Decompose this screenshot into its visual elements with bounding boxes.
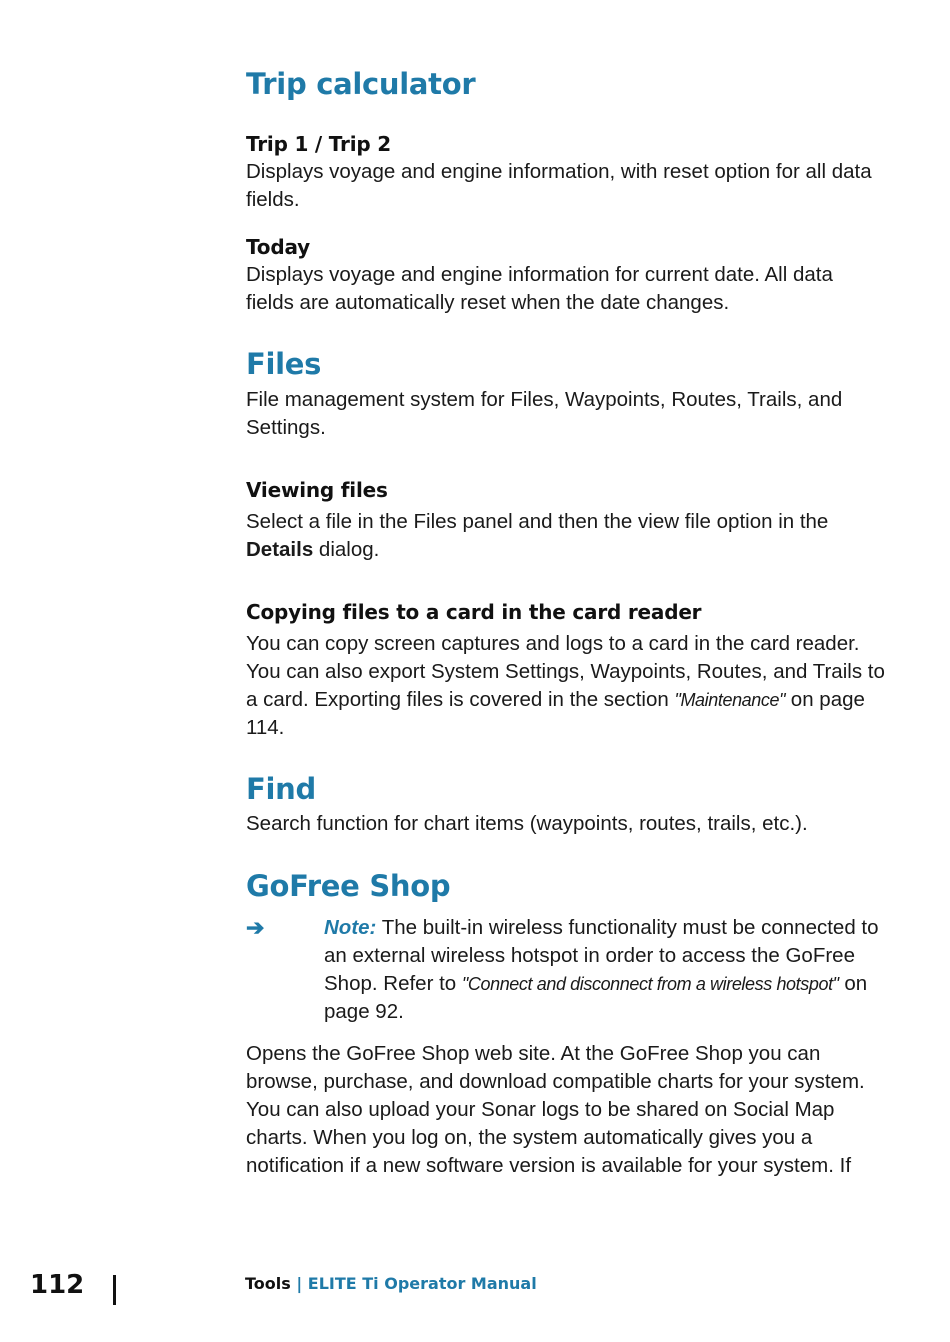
today-subheading: Today bbox=[246, 234, 310, 259]
footer-separator: | bbox=[290, 1274, 308, 1293]
arrow-right-icon: ➔ bbox=[246, 915, 265, 941]
copying-files-subheading: Copying files to a card in the card reader bbox=[246, 599, 702, 624]
footer-divider bbox=[113, 1275, 116, 1305]
note-text bbox=[324, 914, 886, 1026]
page-content bbox=[246, 60, 886, 1180]
copying-files-text bbox=[246, 630, 886, 742]
trip-calculator-heading: Trip calculator bbox=[246, 67, 476, 101]
today-text: Displays voyage and engine information for current date. All data fields are automatically reset when the date changes. bbox=[246, 262, 833, 314]
viewing-text-part1: Select a file in the Files panel and then the view file option in the bbox=[246, 509, 829, 533]
find-text: Search function for chart items (waypoints, routes, trails, etc.). bbox=[246, 812, 808, 836]
note-block bbox=[246, 914, 886, 1026]
details-dialog-name: Details bbox=[246, 537, 314, 561]
gofree-shop-text: Opens the GoFree Shop web site. At the GoFree Shop you can browse, purchase, and download compatible charts for your system. You can also upload your Sonar logs to be shared on Social Map charts. When you log on, the system automatically gives you a notification if a new software version is available for your system. If bbox=[246, 1042, 865, 1178]
note-text-part2: on page 92. bbox=[324, 972, 868, 1024]
footer-manual-title: ELITE Ti Operator Manual bbox=[307, 1274, 537, 1293]
maintenance-link[interactable]: "Maintenance" bbox=[674, 689, 786, 710]
find-heading: Find bbox=[246, 771, 316, 806]
footer-label bbox=[245, 1274, 537, 1293]
footer-section: Tools bbox=[245, 1274, 291, 1293]
viewing-files-text bbox=[246, 508, 886, 564]
trip1-trip2-subheading: Trip 1 / Trip 2 bbox=[246, 131, 391, 156]
copying-text-part1: You can copy screen captures and logs to a card in the card reader. You can also export System Settings, Waypoints, Routes, and Trails to a card. Exporting files is covered in the section bbox=[246, 631, 885, 711]
trip1-trip2-text: Displays voyage and engine information, with reset option for all data fields. bbox=[246, 159, 872, 211]
files-heading: Files bbox=[246, 346, 322, 381]
wireless-hotspot-link[interactable]: "Connect and disconnect from a wireless hotspot" bbox=[461, 974, 839, 995]
files-text: File management system for Files, Waypoints, Routes, Trails, and Settings. bbox=[246, 387, 843, 439]
viewing-files-subheading: Viewing files bbox=[246, 477, 388, 502]
copying-text-part2: on page 114. bbox=[246, 687, 865, 739]
note-text-part1: The built-in wireless functionality must be connected to an external wireless hotspot in order to access the GoFree Shop. Refer to bbox=[324, 916, 879, 996]
note-label: Note: bbox=[324, 916, 377, 940]
gofree-shop-heading: GoFree Shop bbox=[246, 869, 451, 904]
page-number: 112 bbox=[30, 1270, 85, 1300]
viewing-text-part2: dialog. bbox=[313, 537, 380, 561]
